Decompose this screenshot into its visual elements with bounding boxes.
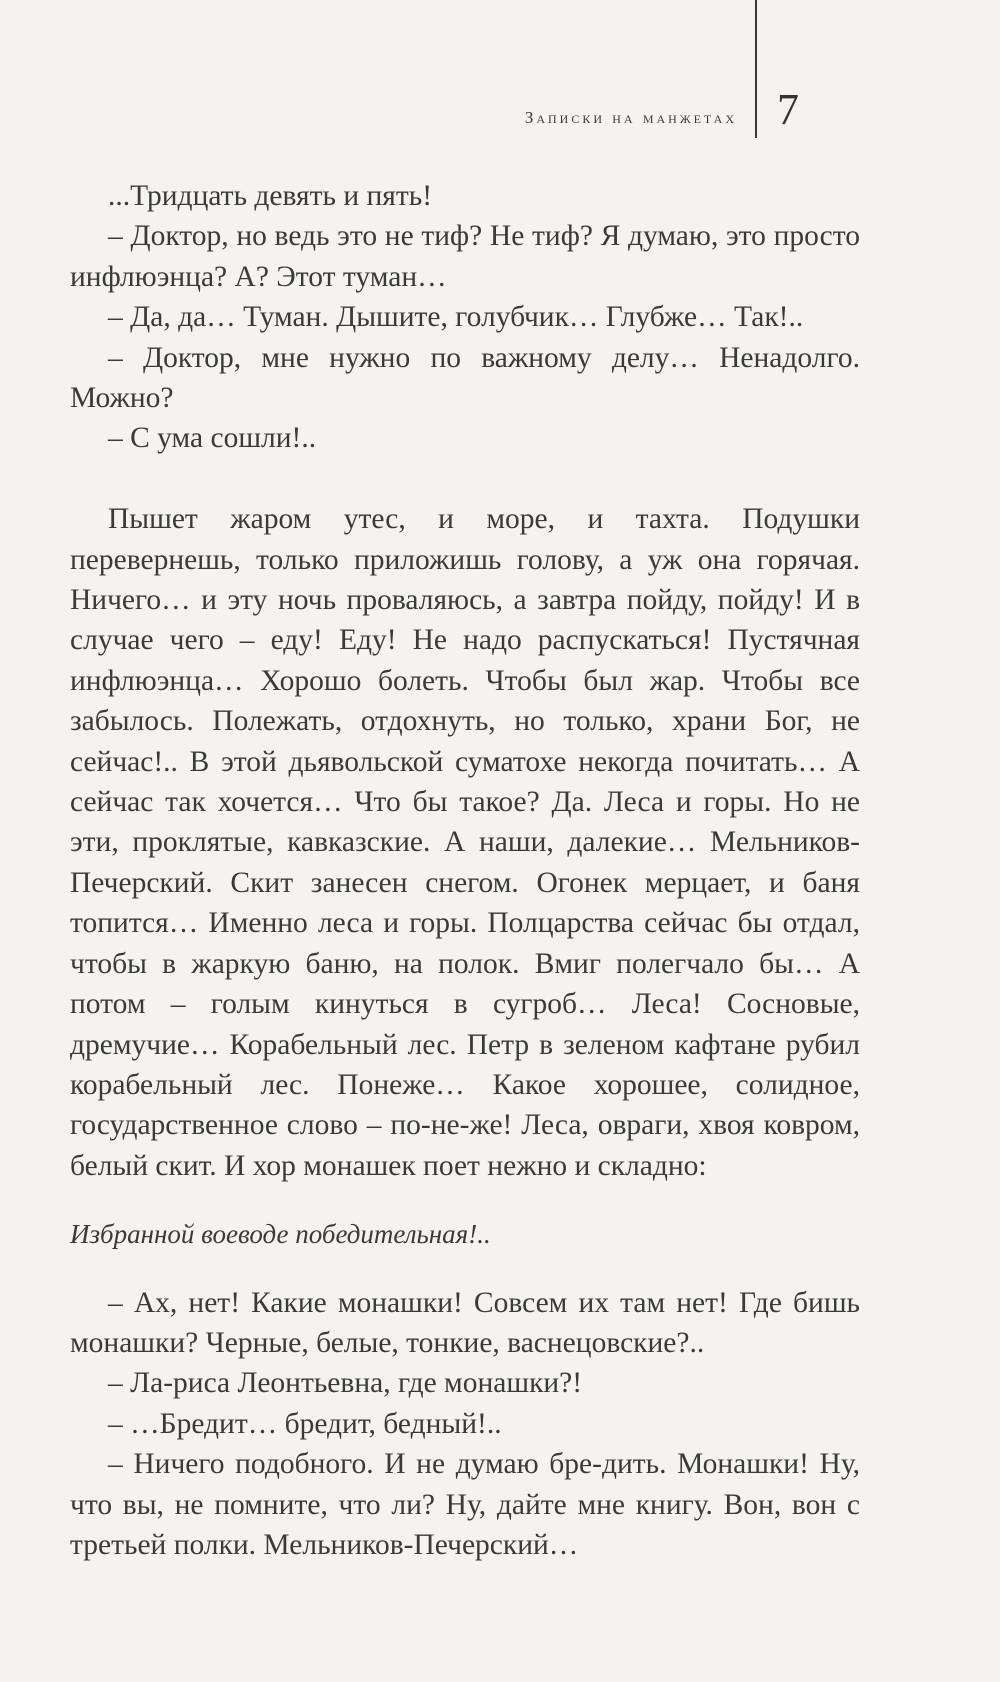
dialogue-line: – Доктор, мне нужно по важному делу… Ненадолго. Можно? xyxy=(70,341,860,415)
dialogue-line: – Ла-риса Леонтьевна, где монашки?! xyxy=(108,1367,583,1400)
section-gap xyxy=(70,1186,860,1214)
dialogue-line: – Ничего подобного. И не думаю бре-дить. Монашки! Ну, что вы, не помните, что ли? Ну, дайте мне книгу. Вон, вон с третьей полки. Мельников-Печерский… xyxy=(70,1448,860,1561)
running-title: Записки на манжетах xyxy=(524,108,737,127)
section-gap xyxy=(70,1255,860,1283)
dialogue-line: ...Тридцать девять и пять! xyxy=(108,180,433,212)
hymn-quote: Избранной воеводе победительная!.. xyxy=(70,1219,491,1250)
section-gap xyxy=(70,459,860,499)
body-text xyxy=(70,176,860,1565)
dialogue-line: – Ах, нет! Какие монашки! Совсем их там нет! Где бишь монашки? Черные, белые, тонкие, васнецовские?.. xyxy=(70,1286,860,1359)
dialogue-line: – Да, да… Туман. Дышите, голубчик… Глубже… Так!.. xyxy=(108,301,804,334)
narrative-paragraph: Пышет жаром утес, и море, и тахта. Подушки перевернешь, только приложишь голову, а уж она горячая. Ничего… и эту ночь проваляюсь, а завтра пойду, пойду! И в случае чего – еду! Еду! Не надо распускаться! Пустячная инфлюэнца… Хорошо болеть. Чтобы был жар. Чтобы все забылось. Полежать, отдохнуть, но только, храни Бог, не сейчас!.. В этой дьявольской суматохе некогда почитать… А сейчас так хочется… Что бы такое? Да. Леса и горы. Но не эти, проклятые, кавказские. А наши, далекие… Мельников-Печерский. Скит занесен снегом. Огонек мерцает, и баня топится… Именно леса и горы. Полцарства сейчас бы отдал, чтобы в жаркую баню, на полок. Вмиг полегчало бы… А потом – голым кинуться в сугроб… Леса! Сосновые, дремучие… Корабельный лес. Петр в зеленом кафтане рубил корабельный лес. Понеже… Какое хорошее, солидное, государственное слово – по-не-же! Леса, овраги, хвоя ковром, белый скит. И хор монашек поет нежно и складно: xyxy=(70,503,860,1182)
dialogue-line: – Доктор, но ведь это не тиф? Не тиф? Я думаю, это просто инфлюэнца? А? Этот туман… xyxy=(70,220,860,293)
page-number: 7 xyxy=(777,85,799,134)
dialogue-line: – С ума сошли!.. xyxy=(108,422,317,455)
header-rule xyxy=(755,0,757,138)
dialogue-line: – …Бредит… бредит, бедный!.. xyxy=(108,1407,502,1440)
